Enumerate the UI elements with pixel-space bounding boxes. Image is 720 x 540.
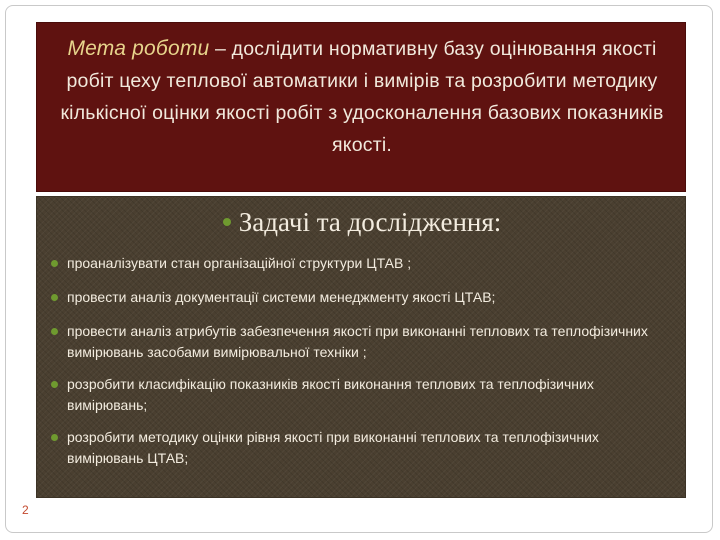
tasks-panel bbox=[36, 196, 686, 498]
task-item bbox=[47, 427, 677, 469]
goal-panel bbox=[36, 22, 686, 192]
bullet-icon bbox=[51, 434, 58, 441]
tasks-heading-text: Задачі та дослідження: bbox=[238, 207, 502, 237]
goal-lead: Мета роботи bbox=[67, 37, 210, 60]
task-text: провести аналіз документації системи менеджменту якості ЦТАВ; bbox=[67, 289, 496, 305]
task-list bbox=[47, 253, 677, 469]
task-item bbox=[47, 321, 677, 363]
tasks-heading bbox=[37, 205, 687, 239]
goal-body: – дослідити нормативну базу оцінювання якості робіт цеху теплової автоматики і вимірів та розробити методику кількісної оцінки якості робіт з удосконалення базових показників якості. bbox=[60, 38, 664, 156]
bullet-icon bbox=[51, 381, 58, 388]
task-text: розробити класифікацію показників якості виконання теплових та теплофізичних вимірювань; bbox=[67, 376, 594, 413]
task-text: розробити методику оцінки рівня якості при виконанні теплових та теплофізичних вимірювань ЦТАВ; bbox=[67, 429, 599, 466]
task-item bbox=[47, 374, 677, 416]
bullet-icon bbox=[223, 218, 231, 226]
goal-text bbox=[53, 33, 671, 161]
task-item bbox=[47, 287, 677, 308]
bullet-icon bbox=[51, 260, 58, 267]
slide-number: 2 bbox=[22, 503, 29, 517]
task-item bbox=[47, 253, 677, 274]
bullet-icon bbox=[51, 328, 58, 335]
bullet-icon bbox=[51, 294, 58, 301]
task-text: провести аналіз атрибутів забезпечення якості при виконанні теплових та теплофізичних вимірювань засобами вимірювальної техніки ; bbox=[67, 323, 648, 360]
task-text: проаналізувати стан організаційної структури ЦТАВ ; bbox=[67, 255, 412, 271]
